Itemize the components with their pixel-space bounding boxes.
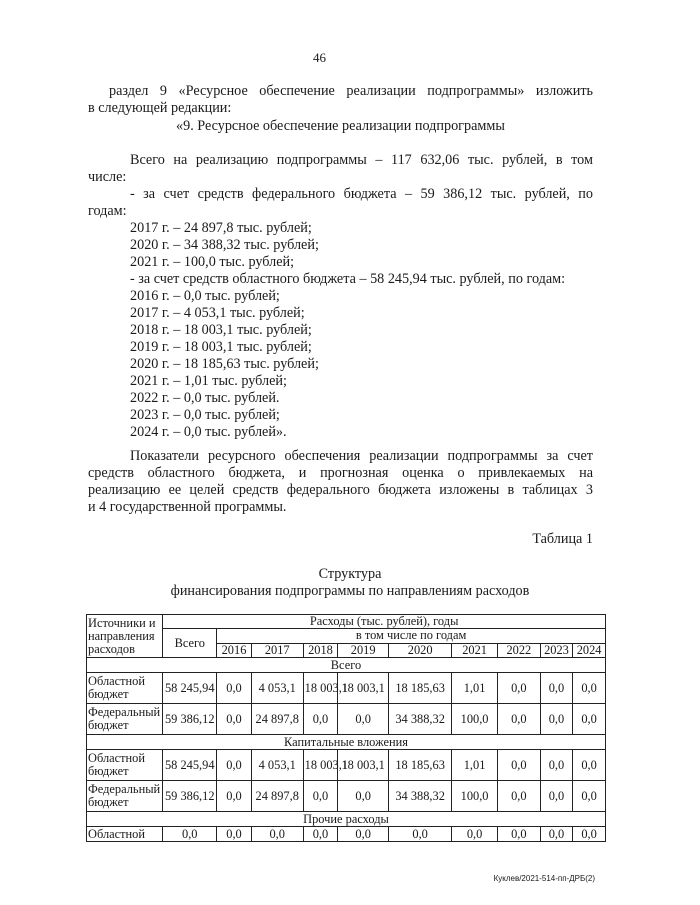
year-header-cell: 2022 [497, 643, 540, 657]
value-cell: 0,0 [497, 781, 540, 812]
source-header-cell: Источники и направления расходов [87, 615, 163, 658]
table-title-line-1: Структура [318, 566, 382, 582]
regional-year-item: 2016 г. – 0,0 тыс. рублей; [130, 288, 280, 304]
value-cell: 100,0 [452, 704, 498, 735]
total-header-cell: Всего [163, 629, 217, 658]
value-cell: 0,0 [497, 827, 540, 842]
table-row [87, 704, 606, 735]
year-header-cell: 2019 [338, 643, 389, 657]
value-cell: 0,0 [217, 704, 252, 735]
value-cell: 18 185,63 [389, 750, 452, 781]
section-row [87, 735, 606, 750]
value-cell: 18 003,1 [303, 673, 338, 704]
value-cell: 0,0 [540, 750, 573, 781]
value-cell: 0,0 [497, 750, 540, 781]
section-row [87, 658, 606, 673]
table-row [87, 781, 606, 812]
value-cell: 18 003,1 [338, 750, 389, 781]
value-cell: 1,01 [452, 750, 498, 781]
value-cell: 0,0 [452, 827, 498, 842]
indicators-line-2: средств областного бюджета, и прогнозная оценка о привлекаемых на [88, 465, 593, 481]
regional-year-item: 2020 г. – 18 185,63 тыс. рублей; [130, 356, 319, 372]
section-title: Прочие расходы [87, 812, 606, 827]
section-title: Капитальные вложения [87, 735, 606, 750]
value-cell: 0,0 [573, 827, 606, 842]
regional-year-item: 2017 г. – 4 053,1 тыс. рублей; [130, 305, 305, 321]
section-title: Всего [87, 658, 606, 673]
expenses-header-cell: Расходы (тыс. рублей), годы [163, 615, 606, 629]
value-cell: 4 053,1 [251, 750, 303, 781]
year-header-cell: 2020 [389, 643, 452, 657]
value-cell: 18 185,63 [389, 673, 452, 704]
value-cell: 0,0 [251, 827, 303, 842]
regional-year-item: 2019 г. – 18 003,1 тыс. рублей; [130, 339, 312, 355]
row-total: 0,0 [163, 827, 217, 842]
indicators-line-4: и 4 государственной программы. [88, 499, 287, 515]
value-cell: 18 003,1 [303, 750, 338, 781]
value-cell: 0,0 [217, 827, 252, 842]
value-cell: 0,0 [303, 827, 338, 842]
table-title-line-2: финансирования подпрограммы по направлениям расходов [170, 583, 530, 599]
year-header-cell: 2023 [540, 643, 573, 657]
years-header-cell: в том числе по годам [217, 629, 606, 643]
value-cell: 0,0 [303, 781, 338, 812]
section-row [87, 812, 606, 827]
value-cell: 0,0 [338, 781, 389, 812]
value-cell: 34 388,32 [389, 781, 452, 812]
value-cell: 0,0 [540, 704, 573, 735]
value-cell: 0,0 [389, 827, 452, 842]
value-cell: 24 897,8 [251, 781, 303, 812]
indicators-line-3: реализацию ее целей средств федерального бюджета изложены в таблицах 3 [88, 482, 593, 498]
year-header-cell: 2017 [251, 643, 303, 657]
table-row [87, 673, 606, 704]
value-cell: 100,0 [452, 781, 498, 812]
federal-year-item: 2021 г. – 100,0 тыс. рублей; [130, 254, 295, 270]
regional-year-item: 2022 г. – 0,0 тыс. рублей. [130, 390, 280, 406]
row-label: Областной [87, 827, 163, 842]
year-header-cell: 2021 [452, 643, 498, 657]
value-cell: 0,0 [540, 827, 573, 842]
table-header-row [87, 629, 606, 643]
regional-year-item: 2018 г. – 18 003,1 тыс. рублей; [130, 322, 312, 338]
year-header-cell: 2016 [217, 643, 252, 657]
regional-year-item: 2024 г. – 0,0 тыс. рублей». [130, 424, 287, 440]
value-cell: 0,0 [540, 673, 573, 704]
indicators-line-1: Показатели ресурсного обеспечения реализации подпрограммы за счет [130, 448, 593, 464]
value-cell: 0,0 [217, 673, 252, 704]
row-label: Федеральный бюджет [87, 781, 163, 812]
value-cell: 0,0 [217, 781, 252, 812]
total-line-2: числе: [88, 169, 127, 185]
table-header-row [87, 615, 606, 629]
row-total: 58 245,94 [163, 673, 217, 704]
row-label: Областной бюджет [87, 750, 163, 781]
value-cell: 0,0 [217, 750, 252, 781]
value-cell: 0,0 [573, 673, 606, 704]
year-header-cell: 2024 [573, 643, 606, 657]
federal-line-2: годам: [88, 203, 127, 219]
table-row [87, 750, 606, 781]
document-code: Куклев/2021-514-пп-ДРБ(2) [493, 874, 595, 883]
row-label: Областной бюджет [87, 673, 163, 704]
value-cell: 4 053,1 [251, 673, 303, 704]
year-header-cell: 2018 [303, 643, 338, 657]
value-cell: 1,01 [452, 673, 498, 704]
value-cell: 0,0 [573, 750, 606, 781]
regional-year-item: 2023 г. – 0,0 тыс. рублей; [130, 407, 280, 423]
page-number: 46 [313, 50, 326, 65]
value-cell: 34 388,32 [389, 704, 452, 735]
value-cell: 0,0 [573, 704, 606, 735]
regional-line-1: - за счет средств областного бюджета – 58 245,94 тыс. рублей, по годам: [130, 271, 566, 287]
total-line-1: Всего на реализацию подпрограммы – 117 632,06 тыс. рублей, в том [130, 152, 593, 168]
row-total: 59 386,12 [163, 704, 217, 735]
row-total: 58 245,94 [163, 750, 217, 781]
value-cell: 0,0 [573, 781, 606, 812]
federal-year-item: 2017 г. – 24 897,8 тыс. рублей; [130, 220, 312, 236]
section-heading: «9. Ресурсное обеспечение реализации подпрограммы [176, 118, 505, 134]
row-total: 59 386,12 [163, 781, 217, 812]
value-cell: 0,0 [497, 704, 540, 735]
table-row [87, 827, 606, 842]
value-cell: 0,0 [497, 673, 540, 704]
row-label: Федеральный бюджет [87, 704, 163, 735]
value-cell: 18 003,1 [338, 673, 389, 704]
value-cell: 0,0 [303, 704, 338, 735]
federal-line-1: - за счет средств федерального бюджета – 59 386,12 тыс. рублей, по [130, 186, 593, 202]
table-label: Таблица 1 [532, 531, 593, 547]
regional-year-item: 2021 г. – 1,01 тыс. рублей; [130, 373, 287, 389]
federal-year-item: 2020 г. – 34 388,32 тыс. рублей; [130, 237, 319, 253]
value-cell: 24 897,8 [251, 704, 303, 735]
value-cell: 0,0 [338, 827, 389, 842]
value-cell: 0,0 [338, 704, 389, 735]
intro-line-2: в следующей редакции: [88, 100, 232, 116]
intro-line-1: раздел 9 «Ресурсное обеспечение реализации подпрограммы» изложить [109, 83, 593, 99]
budget-table [86, 614, 606, 842]
value-cell: 0,0 [540, 781, 573, 812]
